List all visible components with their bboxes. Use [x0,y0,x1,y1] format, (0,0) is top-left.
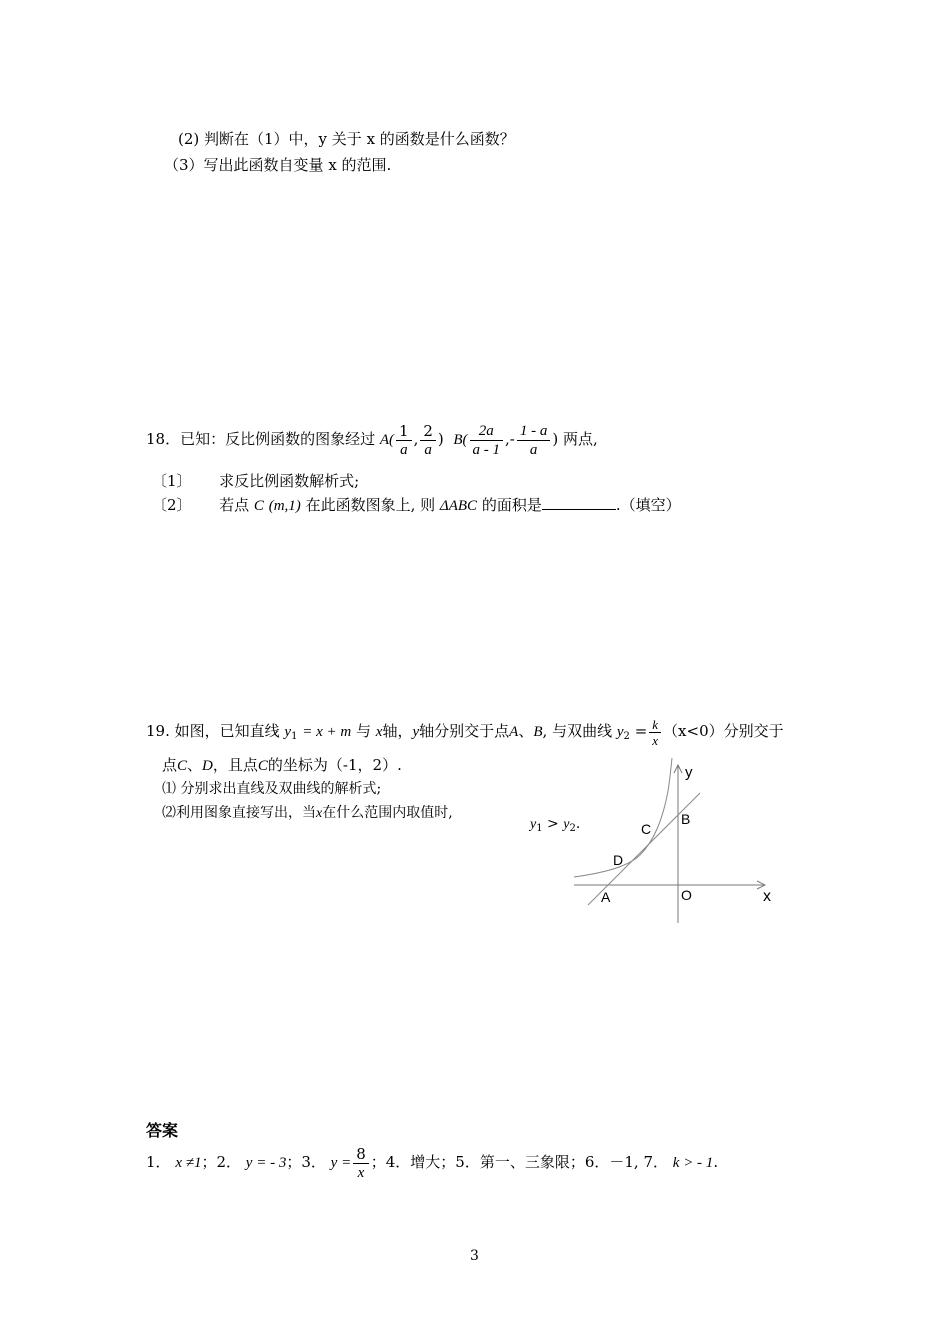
var-y: y [412,724,420,740]
var-x: x [375,724,383,740]
q19-text: 点 [162,756,178,774]
q18-suffix: ) 两点, [552,430,598,448]
point-d: D [202,758,213,774]
comma-minus: ,- [505,430,515,448]
q18-b-x-fraction [470,422,504,459]
q18-a-y-fraction [420,422,436,459]
label-b: B [681,811,691,827]
label-o: O [681,887,692,903]
item-number: 〔1〕 [152,472,192,490]
var-y2: y [563,817,570,832]
numerator: k [649,717,661,733]
point-c: C [177,758,188,774]
q19-figure [560,755,790,930]
sep: 、 [187,756,203,774]
q17-part3: （3）写出此函数自变量 x 的范围. [164,156,392,174]
point-c: C [257,758,268,774]
page-number: 3 [470,1248,479,1264]
numerator: 8 [353,1145,369,1164]
q18-stem [146,420,598,459]
answer-7: k > - 1 [672,1155,714,1171]
numerator: 1 - a [517,422,551,441]
var-y2: y [616,724,624,740]
answers-title: 答案 [146,1121,179,1140]
answer-1: x ≠1 [175,1155,202,1171]
q18-point-b: B( [453,432,468,448]
period: . [575,816,581,832]
q19-text: ⑵利用图象直接写出，当 [162,805,316,821]
equals: = [634,722,648,740]
label-d: D [613,852,624,868]
triangle-abc: ΔABC [439,498,478,514]
q19-text: 19. 如图，已知直线 [146,722,280,740]
greater-than: > [542,816,564,832]
answer-end: . [713,1153,719,1171]
point-a: A [509,724,519,740]
denominator: x [652,732,659,748]
q17-part2: (2) 判断在（1）中，y 关于 x 的函数是什么函数？ [178,130,515,148]
q18-item1 [152,470,359,491]
numerator: 1 [396,422,412,441]
answers-rest: ；4．增大；5．第一、三象限；6．－1, 7． [370,1153,668,1171]
denominator: x [357,1164,365,1181]
q19-text: 与 [356,722,372,740]
label-y: y [685,764,693,781]
denominator: a [424,441,432,458]
line-equation: = x + m [302,724,352,740]
denominator: a - 1 [472,441,500,458]
answer-2: y = - 3 [245,1155,287,1171]
q19-text: 轴， [382,722,413,740]
q18-prefix: 18．已知：反比例函数的图象经过 [146,430,376,448]
q18-b-y-fraction [517,422,551,459]
hyperbola-fraction [649,717,661,748]
answers-line [146,1142,718,1183]
var-x: x [316,806,323,821]
point-c-coord: (m,1) [268,498,301,514]
answer-3-num: ；3． [286,1153,326,1171]
answer-2-num: ；2． [201,1153,242,1171]
q19-line2 [162,754,402,775]
q18-item2 [152,494,681,515]
q18-a-x-fraction [396,422,412,459]
item-text: 求反比例函数解析式; [219,472,360,490]
answer-1-num: 1． [146,1153,171,1171]
q19-stem [146,712,784,756]
item-text: 的面积是 [481,496,542,514]
denominator: a [529,441,538,458]
var-y1: y [284,724,292,740]
numerator: 2a [470,422,504,441]
paren-close: ) [437,430,444,448]
label-x: x [763,888,771,905]
point-c: C [253,498,264,514]
subscript: 2 [623,731,630,742]
answer-3-y: y = [330,1155,352,1171]
q19-text: , 与双曲线 [542,722,613,740]
q19-part1: ⑴ 分别求出直线及双曲线的解析式; [162,781,382,797]
q19-text: 轴分别交于点 [419,722,510,740]
numerator: 2 [420,422,436,441]
point-b: B [533,724,543,740]
sep: 、 [518,722,534,740]
q19-part2 [162,802,453,822]
subscript: 2 [569,823,576,834]
subscript: 1 [291,731,298,742]
item-number: 〔2〕 [152,496,192,514]
q19-text: ，且点 [212,756,258,774]
item-text: 在此函数图象上, 则 [305,496,436,514]
answer-3-fraction [353,1145,369,1182]
label-a: A [601,889,611,905]
q18-point-a: A( [379,432,395,448]
denominator: a [400,441,408,458]
comma: , [413,430,419,448]
label-c: C [641,821,652,837]
q19-text: 在什么范围内取值时, [322,805,453,821]
subscript: 1 [536,823,543,834]
var-y1: y [530,817,537,832]
q19-text: 的坐标为（-1，2）. [267,756,402,774]
item-text: 若点 [219,496,250,514]
answer-blank [542,495,616,510]
item-text: .（填空） [615,496,681,514]
q19-text: （x<0）分别交于 [663,722,784,740]
